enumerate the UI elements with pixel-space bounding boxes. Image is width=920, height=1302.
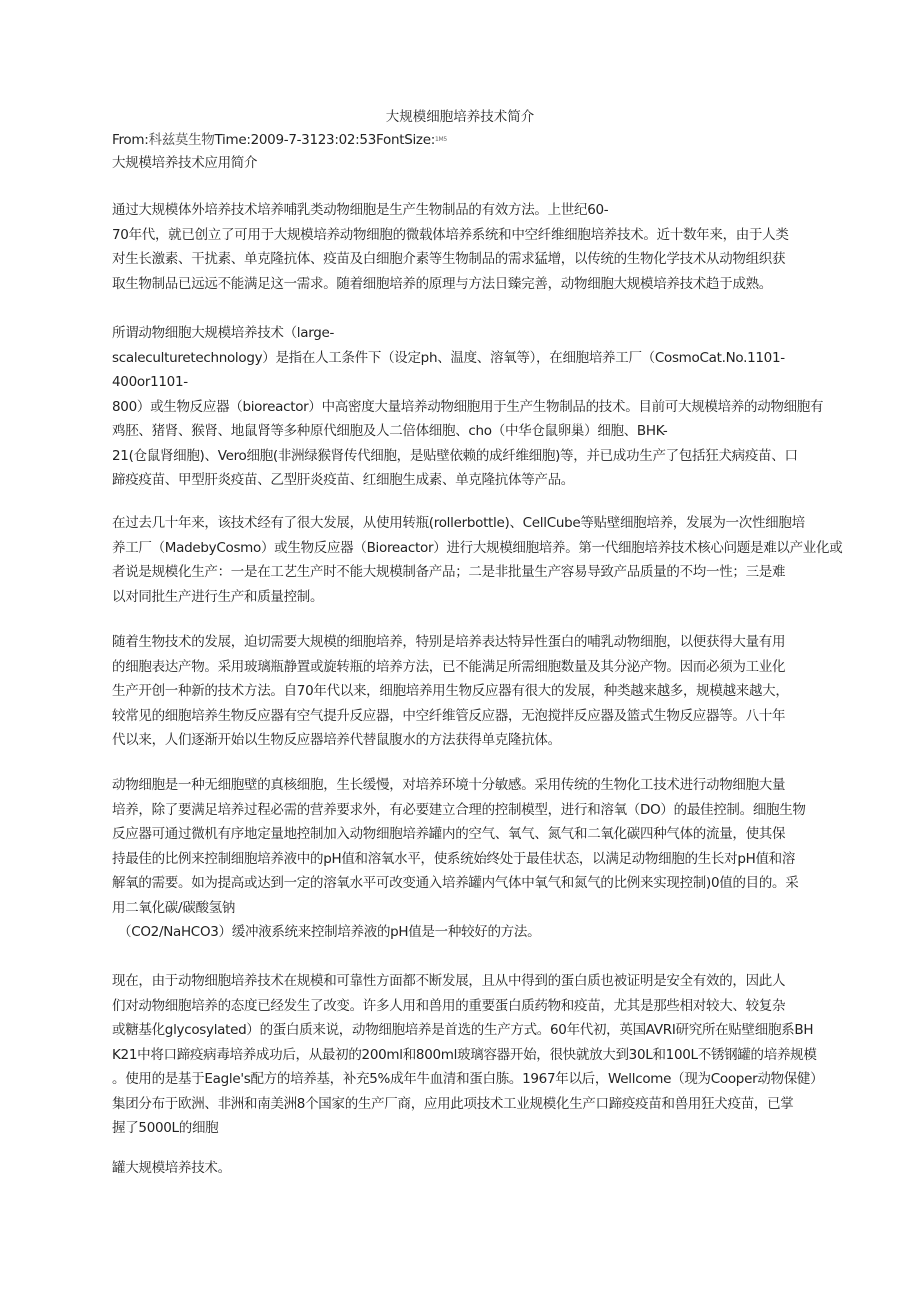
- paragraph-line: 800）或生物反应器（bioreactor）中高密度大量培养动物细胞用于生产生物制品的技术。目前可大规模培养的动物细胞有: [112, 398, 824, 415]
- paragraph-line: 者说是规模化生产：一是在工艺生产时不能大规模制备产品；二是非批量生产容易导致产品质量的不均一性；三是难: [112, 564, 786, 580]
- paragraph-line: K21中将口蹄疫病毒培养成功后，从最初的200ml和800ml玻璃容器开始，很快就放大到30L和100L不锈钢罐的培养规模: [112, 1046, 817, 1063]
- fontsize-label: FontSize:: [376, 132, 435, 148]
- paragraph-line: 在过去几十年来，该技术经有了很大发展，从使用转瓶(rollerbottle)、CellCube等贴壁细胞培养，发展为一次性细胞培: [112, 515, 805, 531]
- paragraph-line: 蹄疫疫苗、甲型肝炎疫苗、乙型肝炎疫苗、红细胞生成素、单克隆抗体等产品。: [112, 472, 574, 488]
- paragraph-line: 400or1101-: [112, 374, 188, 390]
- paragraph-line: 代以来，人们逐渐开始以生物反应器培养代替鼠腹水的方法获得单克隆抗体。: [112, 732, 561, 748]
- paragraph-line: 对生长激素、干扰素、单克隆抗体、疫苗及白细胞介素等生物制品的需求猛增，以传统的生物化学技术从动物组织获: [112, 251, 786, 267]
- paragraph-line: 随着生物技术的发展，迫切需要大规模的细胞培养，特别是培养表达特异性蛋白的哺乳动物细胞，以便获得大量有用: [112, 634, 786, 650]
- paragraph-line: 集团分布于欧洲、非洲和南美洲8个国家的生产厂商，应用此项技术工业规模化生产口蹄疫疫苗和兽用狂犬疫苗，已掌: [112, 1095, 794, 1112]
- paragraph-line: 现在，由于动物细胞培养技术在规模和可靠性方面都不断发展，且从中得到的蛋白质也被证明是安全有效的，因此人: [112, 973, 786, 989]
- paragraph: [112, 321, 832, 493]
- paragraph-line: 反应器可通过微机有序地定量地控制加入动物细胞培养罐内的空气、氧气、氮气和二氧化碳四种气体的流量，使其保: [112, 826, 786, 842]
- source-name: 科兹莫生物: [148, 132, 215, 148]
- paragraph-line: 鸡胚、猪肾、猴肾、地鼠肾等多种原代细胞及人二倍体细胞、cho（中华仓鼠卵巢）细胞、BHK-: [112, 423, 668, 439]
- paragraph-line: 们对动物细胞培养的态度已经发生了改变。许多人用和兽用的重要蛋白质药物和疫苗，尤其是那些相对较大、较复杂: [112, 997, 786, 1014]
- paragraph: [112, 630, 832, 753]
- paragraph-line: 或糖基化glycosylated）的蛋白质来说，动物细胞培养是首选的生产方式。60年代初，英国AVRI研究所在贴壁细胞系BH: [112, 1022, 814, 1038]
- paragraph-line: 握了5000L的细胞: [112, 1120, 219, 1136]
- paragraph-line: scaleculturetechnology）是指在人工条件下（设定ph、温度、溶氧等），在细胞培养工厂（CosmoCat.No.1101-: [112, 349, 785, 366]
- paragraph: [112, 1156, 832, 1181]
- paragraph-line: 的细胞表达产物。采用玻璃瓶静置或旋转瓶的培养方法，已不能满足所需细胞数量及其分泌产物。因而必须为工业化: [112, 658, 786, 675]
- paragraph-line: 培养，除了要满足培养过程必需的营养要求外，有必要建立合理的控制模型，进行和溶氧（DO）的最佳控制。细胞生物: [112, 801, 806, 818]
- paragraph-line: 养工厂（MadebyCosmo）或生物反应器（Bioreactor）进行大规模细胞培养。第一代细胞培养技术核心问题是难以产业化或: [112, 539, 843, 556]
- paragraph-line: （CO2/NaHCO3）缓冲液系统来控制培养液的pH值是一种较好的方法。: [118, 924, 541, 940]
- paragraph-line: 通过大规模体外培养技术培养哺乳类动物细胞是生产生物制品的有效方法。上世纪60-: [112, 202, 609, 218]
- paragraph: [112, 511, 843, 609]
- paragraph: [112, 773, 832, 945]
- paragraph-line: 动物细胞是一种无细胞壁的真核细胞，生长缓慢，对培养环境十分敏感。采用传统的生物化工技术进行动物细胞大量: [112, 777, 786, 793]
- paragraph: [112, 969, 832, 1141]
- paragraph-line: 罐大规模培养技术。: [112, 1160, 231, 1176]
- from-label: From:: [112, 132, 149, 148]
- paragraph-line: 以对同批生产进行生产和质量控制。: [112, 588, 324, 605]
- fontsize-value: 1M5: [434, 136, 447, 143]
- paragraph-line: 生产开创一种新的技术方法。自70年代以来，细胞培养用生物反应器有很大的发展，种类越来越多，规模越来越大，: [112, 683, 789, 699]
- paragraph-line: 取生物制品已远远不能满足这一需求。随着细胞培养的原理与方法日臻完善，动物细胞大规模培养技术趋于成熟。: [112, 275, 772, 292]
- paragraph-line: 21(仓鼠肾细胞)、Vero细胞(非洲绿猴肾传代细胞，是贴壁依赖的成纤维细胞)等，并已成功生产了包括狂犬病疫苗、口: [112, 447, 798, 464]
- paragraph-line: 所谓动物细胞大规模培养技术（large-: [112, 325, 335, 341]
- document-meta: [112, 128, 832, 153]
- paragraph: [112, 198, 832, 296]
- paragraph-line: 较常见的细胞培养生物反应器有空气提升反应器，中空纤维管反应器，无泡搅拌反应器及篮式生物反应器等。八十年: [112, 707, 786, 724]
- document-subtitle: 大规模培养技术应用简介: [112, 155, 258, 171]
- paragraph-line: 。使用的是基于Eagle's配方的培养基，补充5%成年牛血清和蛋白胨。1967年以后，Wellcome（现为Cooper动物保健）: [112, 1071, 824, 1087]
- paragraph-line: 解氧的需要。如为提高或达到一定的溶氧水平可改变通入培养罐内气体中氧气和氮气的比例来实现控制)0值的目的。采: [112, 875, 799, 891]
- time-stamp: Time:2009-7-3123:02:53: [214, 132, 376, 148]
- paragraph-line: 70年代，就已创立了可用于大规模培养动物细胞的微载体培养系统和中空纤维细胞培养技术。近十数年来，由于人类: [112, 226, 789, 243]
- paragraph-line: 持最佳的比例来控制细胞培养液中的pH值和溶氧水平，使系统始终处于最佳状态，以满足动物细胞的生长对pH值和溶: [112, 850, 796, 867]
- paragraph-line: 用二氧化碳/碳酸氢钠: [112, 899, 236, 916]
- document-title: 大规模细胞培养技术简介: [385, 109, 535, 125]
